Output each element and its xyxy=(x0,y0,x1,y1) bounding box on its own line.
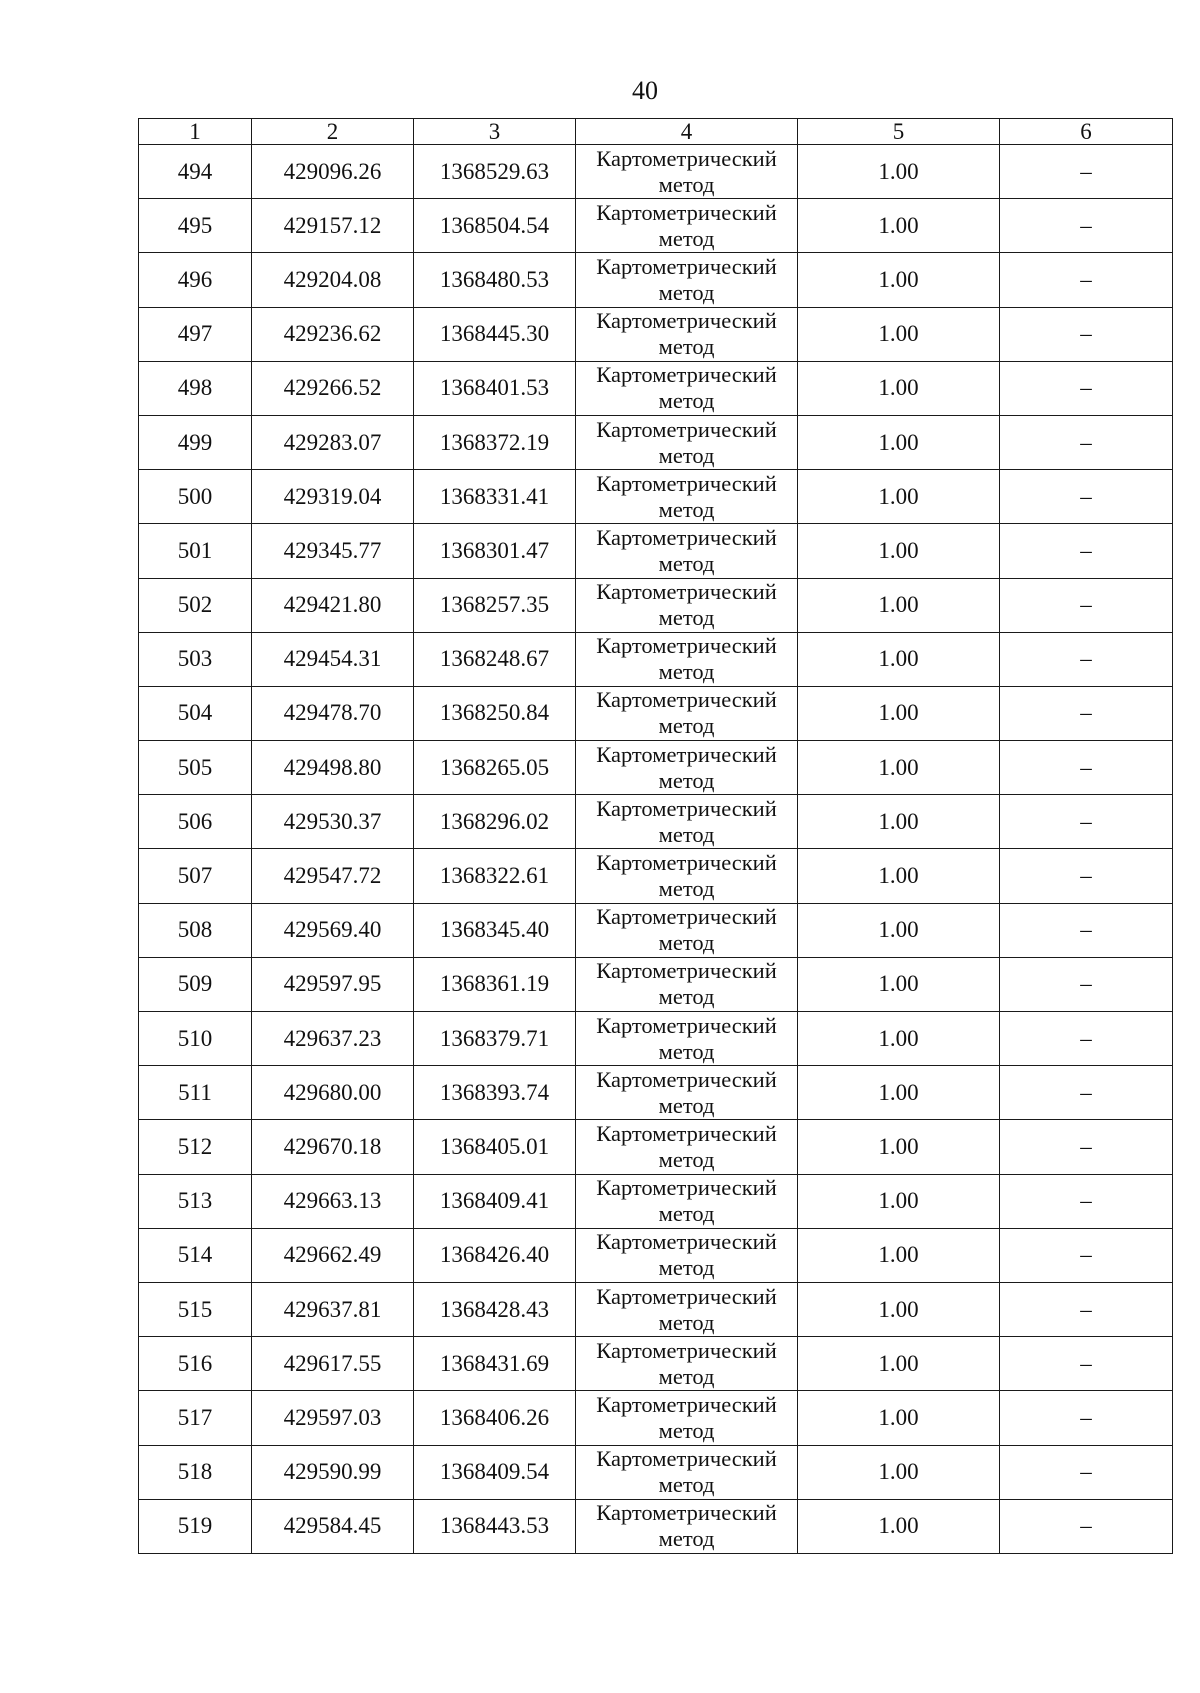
accuracy-cell: 1.00 xyxy=(798,1012,1000,1066)
point-number-cell: 514 xyxy=(139,1228,252,1282)
x-coordinate-cell: 429530.37 xyxy=(252,795,414,849)
method-cell xyxy=(576,1282,798,1336)
x-coordinate-cell: 429283.07 xyxy=(252,415,414,469)
y-coordinate-cell: 1368257.35 xyxy=(414,578,576,632)
table-row xyxy=(139,957,1173,1011)
table-row xyxy=(139,849,1173,903)
accuracy-cell: 1.00 xyxy=(798,253,1000,307)
method-cell xyxy=(576,1445,798,1499)
x-coordinate-cell: 429345.77 xyxy=(252,524,414,578)
method-cell xyxy=(576,1120,798,1174)
note-cell: – xyxy=(1000,415,1173,469)
note-cell: – xyxy=(1000,1499,1173,1553)
x-coordinate-cell: 429680.00 xyxy=(252,1066,414,1120)
method-cell xyxy=(576,1337,798,1391)
note-cell: – xyxy=(1000,145,1173,199)
accuracy-cell: 1.00 xyxy=(798,145,1000,199)
x-coordinate-cell: 429597.03 xyxy=(252,1391,414,1445)
point-number-cell: 498 xyxy=(139,361,252,415)
table-row xyxy=(139,145,1173,199)
x-coordinate-cell: 429662.49 xyxy=(252,1228,414,1282)
y-coordinate-cell: 1368248.67 xyxy=(414,632,576,686)
y-coordinate-cell: 1368265.05 xyxy=(414,741,576,795)
method-text: Картометрический метод xyxy=(596,470,777,522)
table-row xyxy=(139,1499,1173,1553)
table-row xyxy=(139,199,1173,253)
method-cell xyxy=(576,145,798,199)
method-cell xyxy=(576,361,798,415)
point-number-cell: 501 xyxy=(139,524,252,578)
accuracy-cell: 1.00 xyxy=(798,1120,1000,1174)
method-cell xyxy=(576,795,798,849)
method-text: Картометрический метод xyxy=(596,362,777,414)
method-cell xyxy=(576,632,798,686)
note-cell: – xyxy=(1000,957,1173,1011)
point-number-cell: 500 xyxy=(139,470,252,524)
point-number-cell: 506 xyxy=(139,795,252,849)
method-cell xyxy=(576,470,798,524)
method-text: Картометрический метод xyxy=(596,1283,777,1335)
method-text: Картометрический метод xyxy=(596,633,777,685)
table-row xyxy=(139,361,1173,415)
accuracy-cell: 1.00 xyxy=(798,1445,1000,1499)
y-coordinate-cell: 1368428.43 xyxy=(414,1282,576,1336)
method-text: Картометрический метод xyxy=(596,1446,777,1498)
method-text: Картометрический метод xyxy=(596,1229,777,1281)
x-coordinate-cell: 429478.70 xyxy=(252,686,414,740)
table-row xyxy=(139,470,1173,524)
method-text: Картометрический метод xyxy=(596,253,777,305)
table-row xyxy=(139,415,1173,469)
point-number-cell: 507 xyxy=(139,849,252,903)
method-text: Картометрический метод xyxy=(596,1120,777,1172)
method-cell xyxy=(576,578,798,632)
method-cell xyxy=(576,741,798,795)
note-cell: – xyxy=(1000,361,1173,415)
method-cell xyxy=(576,1066,798,1120)
point-number-cell: 499 xyxy=(139,415,252,469)
accuracy-cell: 1.00 xyxy=(798,1499,1000,1553)
header-row xyxy=(139,119,1173,145)
accuracy-cell: 1.00 xyxy=(798,361,1000,415)
accuracy-cell: 1.00 xyxy=(798,741,1000,795)
note-cell: – xyxy=(1000,578,1173,632)
method-text: Картометрический метод xyxy=(596,1391,777,1443)
accuracy-cell: 1.00 xyxy=(798,1391,1000,1445)
point-number-cell: 494 xyxy=(139,145,252,199)
accuracy-cell: 1.00 xyxy=(798,795,1000,849)
point-number-cell: 518 xyxy=(139,1445,252,1499)
point-number-cell: 517 xyxy=(139,1391,252,1445)
point-number-cell: 495 xyxy=(139,199,252,253)
column-header: 6 xyxy=(1000,119,1173,145)
point-number-cell: 512 xyxy=(139,1120,252,1174)
x-coordinate-cell: 429547.72 xyxy=(252,849,414,903)
note-cell: – xyxy=(1000,1066,1173,1120)
note-cell: – xyxy=(1000,795,1173,849)
method-cell xyxy=(576,1012,798,1066)
table-row xyxy=(139,307,1173,361)
column-header: 3 xyxy=(414,119,576,145)
y-coordinate-cell: 1368372.19 xyxy=(414,415,576,469)
x-coordinate-cell: 429204.08 xyxy=(252,253,414,307)
y-coordinate-cell: 1368504.54 xyxy=(414,199,576,253)
y-coordinate-cell: 1368406.26 xyxy=(414,1391,576,1445)
table-row xyxy=(139,1012,1173,1066)
x-coordinate-cell: 429637.81 xyxy=(252,1282,414,1336)
method-text: Картометрический метод xyxy=(596,416,777,468)
table-row xyxy=(139,1174,1173,1228)
point-number-cell: 508 xyxy=(139,903,252,957)
method-cell xyxy=(576,903,798,957)
table-body xyxy=(139,119,1173,1554)
method-cell xyxy=(576,524,798,578)
table-row xyxy=(139,524,1173,578)
y-coordinate-cell: 1368379.71 xyxy=(414,1012,576,1066)
point-number-cell: 505 xyxy=(139,741,252,795)
coordinates-table xyxy=(138,118,1173,1554)
note-cell: – xyxy=(1000,524,1173,578)
x-coordinate-cell: 429096.26 xyxy=(252,145,414,199)
accuracy-cell: 1.00 xyxy=(798,1282,1000,1336)
table-row xyxy=(139,1445,1173,1499)
method-text: Картометрический метод xyxy=(596,958,777,1010)
x-coordinate-cell: 429617.55 xyxy=(252,1337,414,1391)
method-text: Картометрический метод xyxy=(596,687,777,739)
note-cell: – xyxy=(1000,1012,1173,1066)
x-coordinate-cell: 429266.52 xyxy=(252,361,414,415)
method-text: Картометрический метод xyxy=(596,904,777,956)
method-cell xyxy=(576,1174,798,1228)
accuracy-cell: 1.00 xyxy=(798,1066,1000,1120)
table-row xyxy=(139,578,1173,632)
method-cell xyxy=(576,199,798,253)
method-text: Картометрический метод xyxy=(596,850,777,902)
page-number: 40 xyxy=(632,76,658,105)
point-number-cell: 503 xyxy=(139,632,252,686)
x-coordinate-cell: 429569.40 xyxy=(252,903,414,957)
method-text: Картометрический метод xyxy=(596,1175,777,1227)
table-row xyxy=(139,253,1173,307)
x-coordinate-cell: 429590.99 xyxy=(252,1445,414,1499)
method-text: Картометрический метод xyxy=(596,741,777,793)
point-number-cell: 502 xyxy=(139,578,252,632)
note-cell: – xyxy=(1000,307,1173,361)
note-cell: – xyxy=(1000,686,1173,740)
accuracy-cell: 1.00 xyxy=(798,307,1000,361)
accuracy-cell: 1.00 xyxy=(798,199,1000,253)
y-coordinate-cell: 1368409.54 xyxy=(414,1445,576,1499)
accuracy-cell: 1.00 xyxy=(798,1228,1000,1282)
table-row xyxy=(139,632,1173,686)
y-coordinate-cell: 1368345.40 xyxy=(414,903,576,957)
column-header: 1 xyxy=(139,119,252,145)
x-coordinate-cell: 429670.18 xyxy=(252,1120,414,1174)
method-text: Картометрический метод xyxy=(596,795,777,847)
y-coordinate-cell: 1368405.01 xyxy=(414,1120,576,1174)
table-row xyxy=(139,1120,1173,1174)
method-text: Картометрический метод xyxy=(596,308,777,360)
method-text: Картометрический метод xyxy=(596,524,777,576)
accuracy-cell: 1.00 xyxy=(798,415,1000,469)
method-cell xyxy=(576,307,798,361)
note-cell: – xyxy=(1000,199,1173,253)
method-cell xyxy=(576,415,798,469)
point-number-cell: 497 xyxy=(139,307,252,361)
note-cell: – xyxy=(1000,1120,1173,1174)
accuracy-cell: 1.00 xyxy=(798,524,1000,578)
x-coordinate-cell: 429597.95 xyxy=(252,957,414,1011)
point-number-cell: 513 xyxy=(139,1174,252,1228)
point-number-cell: 509 xyxy=(139,957,252,1011)
x-coordinate-cell: 429584.45 xyxy=(252,1499,414,1553)
x-coordinate-cell: 429498.80 xyxy=(252,741,414,795)
method-text: Картометрический метод xyxy=(596,1066,777,1118)
y-coordinate-cell: 1368361.19 xyxy=(414,957,576,1011)
method-text: Картометрический метод xyxy=(596,199,777,251)
table-row xyxy=(139,1391,1173,1445)
y-coordinate-cell: 1368443.53 xyxy=(414,1499,576,1553)
x-coordinate-cell: 429236.62 xyxy=(252,307,414,361)
point-number-cell: 519 xyxy=(139,1499,252,1553)
column-header: 5 xyxy=(798,119,1000,145)
accuracy-cell: 1.00 xyxy=(798,957,1000,1011)
accuracy-cell: 1.00 xyxy=(798,470,1000,524)
y-coordinate-cell: 1368426.40 xyxy=(414,1228,576,1282)
x-coordinate-cell: 429663.13 xyxy=(252,1174,414,1228)
method-cell xyxy=(576,1391,798,1445)
note-cell: – xyxy=(1000,632,1173,686)
y-coordinate-cell: 1368409.41 xyxy=(414,1174,576,1228)
note-cell: – xyxy=(1000,741,1173,795)
y-coordinate-cell: 1368250.84 xyxy=(414,686,576,740)
y-coordinate-cell: 1368331.41 xyxy=(414,470,576,524)
note-cell: – xyxy=(1000,470,1173,524)
y-coordinate-cell: 1368296.02 xyxy=(414,795,576,849)
method-text: Картометрический метод xyxy=(596,579,777,631)
y-coordinate-cell: 1368445.30 xyxy=(414,307,576,361)
point-number-cell: 496 xyxy=(139,253,252,307)
table-row xyxy=(139,795,1173,849)
column-header: 2 xyxy=(252,119,414,145)
y-coordinate-cell: 1368529.63 xyxy=(414,145,576,199)
point-number-cell: 516 xyxy=(139,1337,252,1391)
table-row xyxy=(139,903,1173,957)
x-coordinate-cell: 429454.31 xyxy=(252,632,414,686)
y-coordinate-cell: 1368431.69 xyxy=(414,1337,576,1391)
note-cell: – xyxy=(1000,1391,1173,1445)
note-cell: – xyxy=(1000,253,1173,307)
y-coordinate-cell: 1368301.47 xyxy=(414,524,576,578)
note-cell: – xyxy=(1000,1228,1173,1282)
point-number-cell: 510 xyxy=(139,1012,252,1066)
method-cell xyxy=(576,686,798,740)
method-text: Картометрический метод xyxy=(596,1500,777,1552)
method-text: Картометрический метод xyxy=(596,1337,777,1389)
accuracy-cell: 1.00 xyxy=(798,849,1000,903)
note-cell: – xyxy=(1000,849,1173,903)
y-coordinate-cell: 1368393.74 xyxy=(414,1066,576,1120)
table-row xyxy=(139,1337,1173,1391)
table-row xyxy=(139,686,1173,740)
accuracy-cell: 1.00 xyxy=(798,1174,1000,1228)
method-text: Картометрический метод xyxy=(596,1012,777,1064)
table-row xyxy=(139,1228,1173,1282)
point-number-cell: 504 xyxy=(139,686,252,740)
point-number-cell: 511 xyxy=(139,1066,252,1120)
column-header: 4 xyxy=(576,119,798,145)
x-coordinate-cell: 429421.80 xyxy=(252,578,414,632)
table-row xyxy=(139,741,1173,795)
note-cell: – xyxy=(1000,1445,1173,1499)
note-cell: – xyxy=(1000,1174,1173,1228)
table-row xyxy=(139,1066,1173,1120)
y-coordinate-cell: 1368480.53 xyxy=(414,253,576,307)
accuracy-cell: 1.00 xyxy=(798,686,1000,740)
x-coordinate-cell: 429319.04 xyxy=(252,470,414,524)
accuracy-cell: 1.00 xyxy=(798,903,1000,957)
x-coordinate-cell: 429157.12 xyxy=(252,199,414,253)
accuracy-cell: 1.00 xyxy=(798,632,1000,686)
method-cell xyxy=(576,1228,798,1282)
y-coordinate-cell: 1368322.61 xyxy=(414,849,576,903)
accuracy-cell: 1.00 xyxy=(798,578,1000,632)
note-cell: – xyxy=(1000,1282,1173,1336)
method-cell xyxy=(576,1499,798,1553)
x-coordinate-cell: 429637.23 xyxy=(252,1012,414,1066)
table-row xyxy=(139,1282,1173,1336)
method-cell xyxy=(576,957,798,1011)
point-number-cell: 515 xyxy=(139,1282,252,1336)
method-text: Картометрический метод xyxy=(596,145,777,197)
note-cell: – xyxy=(1000,1337,1173,1391)
method-cell xyxy=(576,849,798,903)
note-cell: – xyxy=(1000,903,1173,957)
method-cell xyxy=(576,253,798,307)
accuracy-cell: 1.00 xyxy=(798,1337,1000,1391)
y-coordinate-cell: 1368401.53 xyxy=(414,361,576,415)
